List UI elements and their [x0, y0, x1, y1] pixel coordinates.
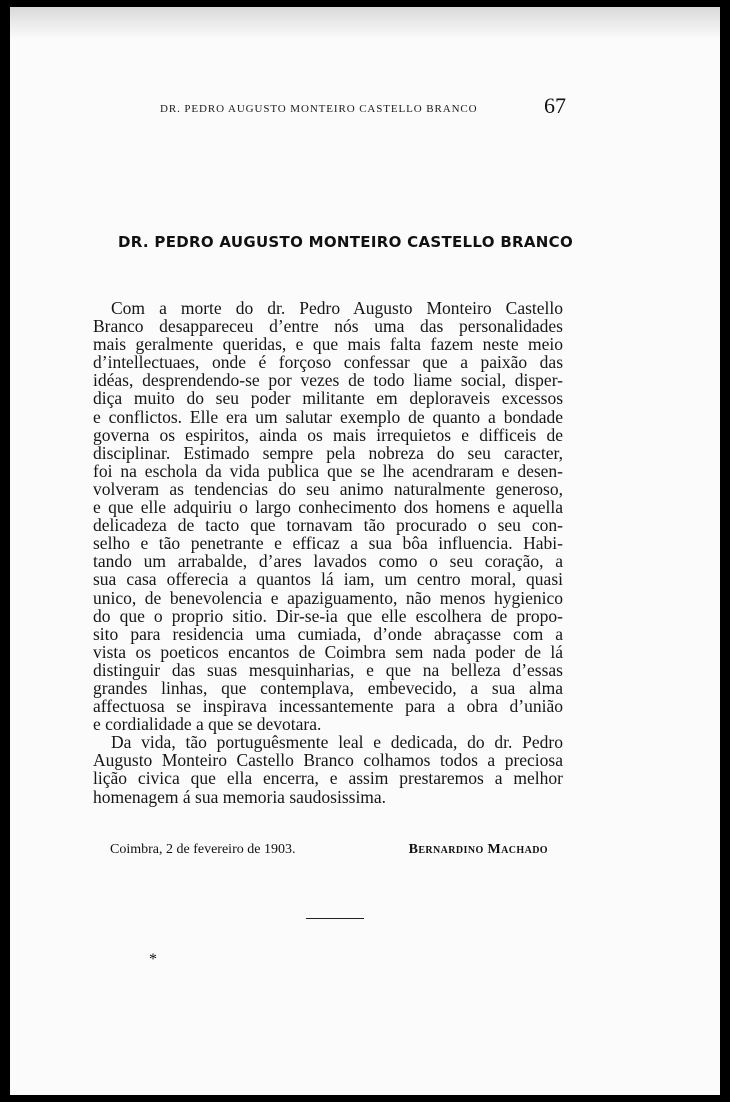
text-line: Da vida, tão portuguêsmente leal e dedicada, do dr. Pedro — [111, 732, 563, 753]
text-line: diça muito do seu poder militante em deploraveis excessos — [93, 388, 563, 409]
page-sheet — [10, 7, 720, 1095]
text-line: Com a morte do dr. Pedro Augusto Monteiro Castello — [111, 298, 563, 318]
text-line: vista os poeticos encantos de Coimbra sem nada poder de lá — [93, 641, 563, 662]
article-body — [93, 299, 563, 806]
text-line: disciplinar. Estimado sempre pela nobreza do seu caracter, — [93, 442, 563, 463]
text-line: governa os espiritos, ainda os mais irrequietos e difficeis de — [93, 424, 563, 445]
text-line: unico, de benevolencia e apaziguamento, não menos hygienico — [93, 587, 563, 608]
text-line: e que elle adquiriu o largo conhecimento dos homens e aquella — [93, 497, 563, 518]
text-line: d’intellectuaes, onde é forçoso confessar que a paixão das — [93, 352, 563, 373]
running-header: DR. PEDRO AUGUSTO MONTEIRO CASTELLO BRANCO — [160, 103, 478, 115]
text-line: distinguir das suas mesquinharias, e que na belleza d’essas — [93, 659, 563, 680]
text-line: Branco desappareceu d’entre nós uma das personalidades — [93, 316, 563, 337]
signature-row — [110, 842, 548, 858]
text-line: homenagem á sua memoria saudosissima. — [93, 786, 387, 807]
text-line: foi na eschola da vida publica que se lhe acendraram e desen- — [93, 460, 563, 481]
text-line: affectuosa se inspirava incessantemente para a obra d’união — [93, 696, 563, 717]
text-line: mais geralmente queridas, e que mais falta fazem neste meio — [93, 334, 563, 355]
text-line: Augusto Monteiro Castello Branco colhamos todos a preciosa — [93, 750, 563, 771]
author-name: Bernardino Machado — [408, 842, 548, 857]
asterisk-ornament: * — [149, 951, 157, 968]
scan-shadow — [10, 7, 720, 39]
text-line: selho e tão penetrante e efficaz a sua bôa influencia. Habi- — [93, 533, 563, 554]
closing-rule — [306, 918, 364, 919]
paragraph-2 — [93, 733, 563, 805]
place-date: Coimbra, 2 de fevereiro de 1903. — [110, 842, 296, 857]
text-line: idéas, desprendendo-se por vezes de todo liame social, disper- — [93, 370, 563, 391]
text-line: sua casa offerecia a quantos lá iam, um centro moral, quasi — [93, 569, 563, 590]
text-line: e conflictos. Elle era um salutar exemplo de quanto a bondade — [93, 406, 563, 427]
text-line: do que o proprio sitio. Dir-se-ia que elle escolhera de propo- — [93, 605, 563, 626]
text-line: tando um arrabalde, d’ares lavados como o seu coração, a — [93, 551, 563, 572]
article-title: DR. PEDRO AUGUSTO MONTEIRO CASTELLO BRANCO — [118, 233, 574, 251]
page-number: 67 — [544, 93, 566, 118]
text-line: e cordialidade a que se devotara. — [93, 714, 322, 735]
text-line: volveram as tendencias do seu animo naturalmente generoso, — [93, 478, 563, 499]
text-line: sito para residencia uma cumiada, d’onde abraçasse com a — [93, 623, 563, 644]
text-line: grandes linhas, que contemplava, embevecido, a sua alma — [93, 677, 563, 698]
paragraph-1 — [93, 299, 563, 733]
text-line: delicadeza de tacto que tornavam tão procurado o seu con- — [93, 515, 563, 536]
text-line: lição civica que ella encerra, e assim prestaremos a melhor — [93, 768, 563, 789]
